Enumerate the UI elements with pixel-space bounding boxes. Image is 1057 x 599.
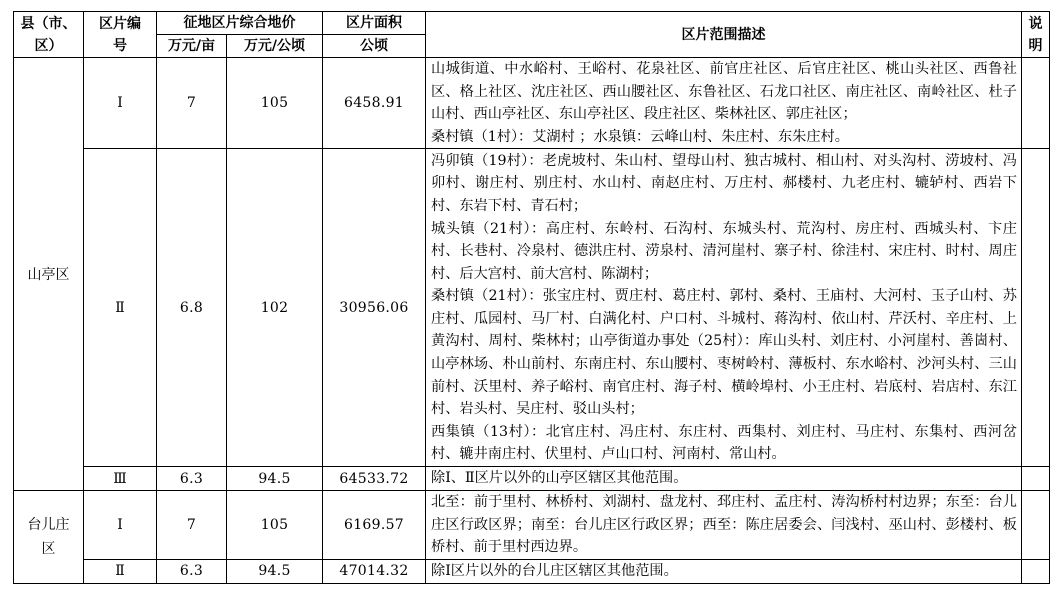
price-ha-cell: 94.5 (227, 467, 323, 491)
desc-paragraph: 桑村镇（1村）：艾湖村 ；水泉镇：云峰山村、朱庄村、东朱庄村。 (431, 128, 849, 145)
price-mu-cell: 7 (157, 58, 227, 149)
zone-no-cell: Ⅰ (84, 58, 157, 149)
note-cell (1022, 467, 1050, 491)
area-cell: 47014.32 (323, 559, 426, 583)
desc-paragraph: 除Ⅰ、Ⅱ区片以外的山亭区辖区其他范围。 (431, 470, 688, 487)
area-cell: 30956.06 (323, 149, 426, 467)
area-cell: 6169.57 (323, 490, 426, 559)
price-ha-cell: 102 (227, 149, 323, 467)
zone-no-cell: Ⅱ (84, 559, 157, 583)
price-mu-cell: 6.3 (157, 467, 227, 491)
county-cell: 台儿庄区 (14, 490, 84, 583)
desc-paragraph: 除Ⅰ区片以外的台儿庄区辖区其他范围。 (431, 562, 678, 579)
zone-no-cell: Ⅰ (84, 490, 157, 559)
header-row-1 (14, 12, 1050, 35)
desc-paragraph: 山城街道、中水峪村、王峪村、花泉社区、前官庄社区、后官庄社区、桃山头社区、西鲁社区、格上社区、沈庄社区、西山腰社区、东鲁社区、石龙口社区、南庄社区、南岭社区、杜子山村、西山亭社区、东山亭社区、段庄社区、柴林社区、郭庄社区； (431, 61, 1017, 123)
note-cell (1022, 58, 1050, 149)
zone-no-cell: Ⅱ (84, 149, 157, 467)
zone-no-cell: Ⅲ (84, 467, 157, 491)
note-cell (1022, 149, 1050, 467)
table-row (14, 467, 1050, 491)
header-area-unit: 公顷 (323, 35, 426, 58)
price-mu-cell: 7 (157, 490, 227, 559)
land-price-table (13, 11, 1050, 584)
price-ha-cell: 94.5 (227, 559, 323, 583)
header-desc: 区片范围描述 (426, 12, 1022, 58)
desc-cell (426, 467, 1022, 491)
desc-paragraph: 冯卯镇（19村）：老虎坡村、朱山村、望母山村、独古城村、相山村、对头沟村、涝坡村、冯卯村、谢庄村、别庄村、水山村、南赵庄村、万庄村、郝楼村、九老庄村、辘轳村、西岩下村、东岩下村、青石村； (431, 152, 1017, 214)
table-row (14, 490, 1050, 559)
desc-paragraph: 桑村镇（21村）：张宝庄村、贾庄村、葛庄村、郭村、桑村、王庙村、大河村、玉子山村、苏庄村、瓜园村、马厂村、白满化村、户口村、斗城村、蒋沟村、依山村、芹沃村、辛庄村、上黄沟村、周村、柴林村；山亭街道办事处（25村）：库山头村、刘庄村、小河崖村、善崮村、山亭林场、朴山前村、东南庄村、东山腰村、枣树岭村、薄板村、东水峪村、沙河头村、三山前村、沃里村、养子峪村、南官庄村、海子村、横岭埠村、小王庄村、岩底村、岩店村、东江村、岩头村、吴庄村、驳山头村； (431, 288, 1017, 418)
county-cell: 山亭区 (14, 58, 84, 491)
table-row (14, 58, 1050, 149)
header-price-group: 征地区片综合地价 (157, 12, 323, 35)
note-cell (1022, 490, 1050, 559)
desc-paragraph: 北至：前于里村、林桥村、刘湖村、盘龙村、邳庄村、孟庄村、涛沟桥村村边界；东至：台儿庄区行政区界；南至：台儿庄区行政区界；西至：陈庄居委会、闫浅村、巫山村、彭楼村、板桥村、前于里村西边界。 (431, 494, 1017, 556)
header-price-mu: 万元/亩 (157, 35, 227, 58)
header-price-ha: 万元/公顷 (227, 35, 323, 58)
price-mu-cell: 6.3 (157, 559, 227, 583)
header-note: 说明 (1022, 12, 1050, 58)
area-cell: 6458.91 (323, 58, 426, 149)
table-row (14, 149, 1050, 467)
header-county: 县（市、区） (14, 12, 84, 58)
desc-paragraph: 西集镇（13村）：北官庄村、冯庄村、东庄村、西集村、刘庄村、马庄村、东集村、西河岔村、辘井南庄村、伏里村、卢山口村、河南村、常山村。 (431, 423, 1017, 463)
desc-cell (426, 559, 1022, 583)
area-cell: 64533.72 (323, 467, 426, 491)
desc-paragraph: 城头镇（21村）：高庄村、东岭村、石沟村、东城头村、荒沟村、房庄村、西城头村、卞庄村、长巷村、冷泉村、德洪庄村、涝泉村、清河崖村、寨子村、徐洼村、宋庄村、时村、周庄村、后大宫村、前大宫村、陈湖村； (431, 220, 1017, 282)
table-row (14, 559, 1050, 583)
desc-cell (426, 58, 1022, 149)
price-ha-cell: 105 (227, 58, 323, 149)
note-cell (1022, 559, 1050, 583)
header-zone-no: 区片编号 (84, 12, 157, 58)
desc-cell (426, 149, 1022, 467)
header-area-group: 区片面积 (323, 12, 426, 35)
price-ha-cell: 105 (227, 490, 323, 559)
price-mu-cell: 6.8 (157, 149, 227, 467)
desc-cell (426, 490, 1022, 559)
